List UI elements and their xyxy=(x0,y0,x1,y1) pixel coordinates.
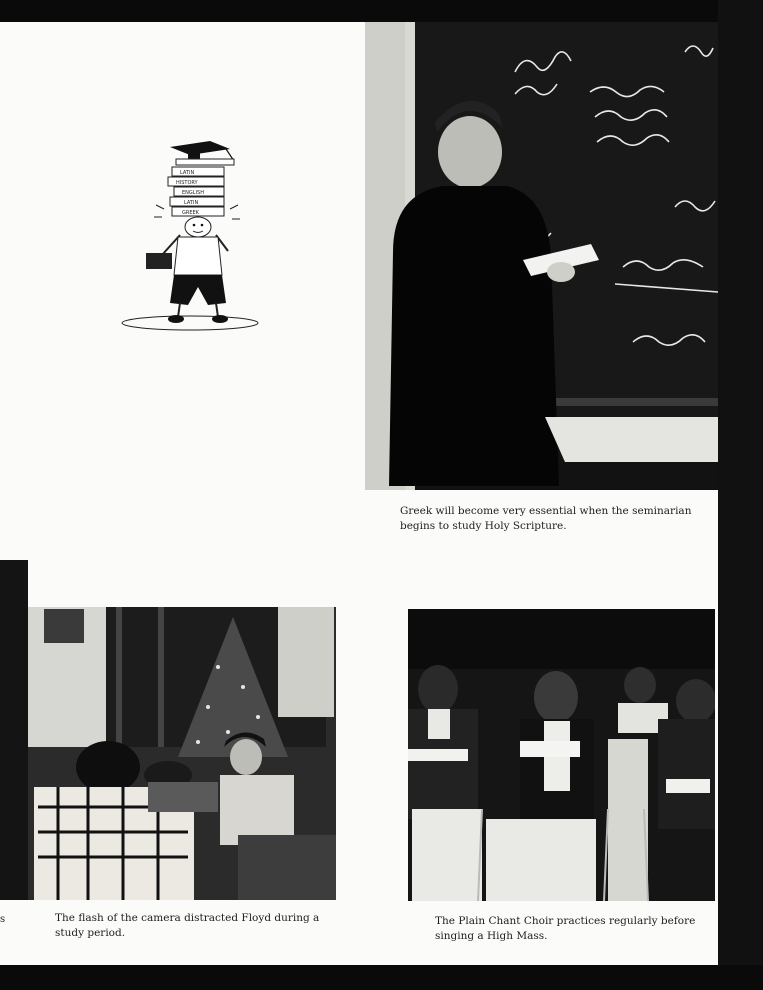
caption-greek-class: Greek will become very essential when the seminarian begins to study Holy Scripture. xyxy=(400,505,692,532)
left-edge-text-fragment: s xyxy=(0,914,6,925)
greek-class-image xyxy=(365,22,718,490)
scan-top-border xyxy=(0,0,763,22)
photo-greek-class xyxy=(365,22,718,490)
study-period-image xyxy=(28,607,336,900)
student-books-cartoon xyxy=(118,135,268,340)
partial-photo-left-edge xyxy=(0,560,28,900)
book-label-1: LATIN xyxy=(180,170,195,176)
photo-study-period xyxy=(28,607,336,900)
scan-right-border xyxy=(718,0,763,990)
photo-choir xyxy=(408,609,715,901)
book-label-4: LATIN xyxy=(184,200,199,206)
scan-bottom-border xyxy=(0,965,763,990)
book-label-5: GREEK xyxy=(182,210,199,216)
caption-study-period: The flash of the camera distracted Floyd during a study period. xyxy=(55,912,320,939)
book-label-3: ENGLISH xyxy=(182,190,204,196)
caption-choir: The Plain Chant Choir practices regularly before singing a High Mass. xyxy=(435,915,696,942)
choir-image xyxy=(408,609,715,901)
book-label-2: HISTORY xyxy=(176,180,198,186)
